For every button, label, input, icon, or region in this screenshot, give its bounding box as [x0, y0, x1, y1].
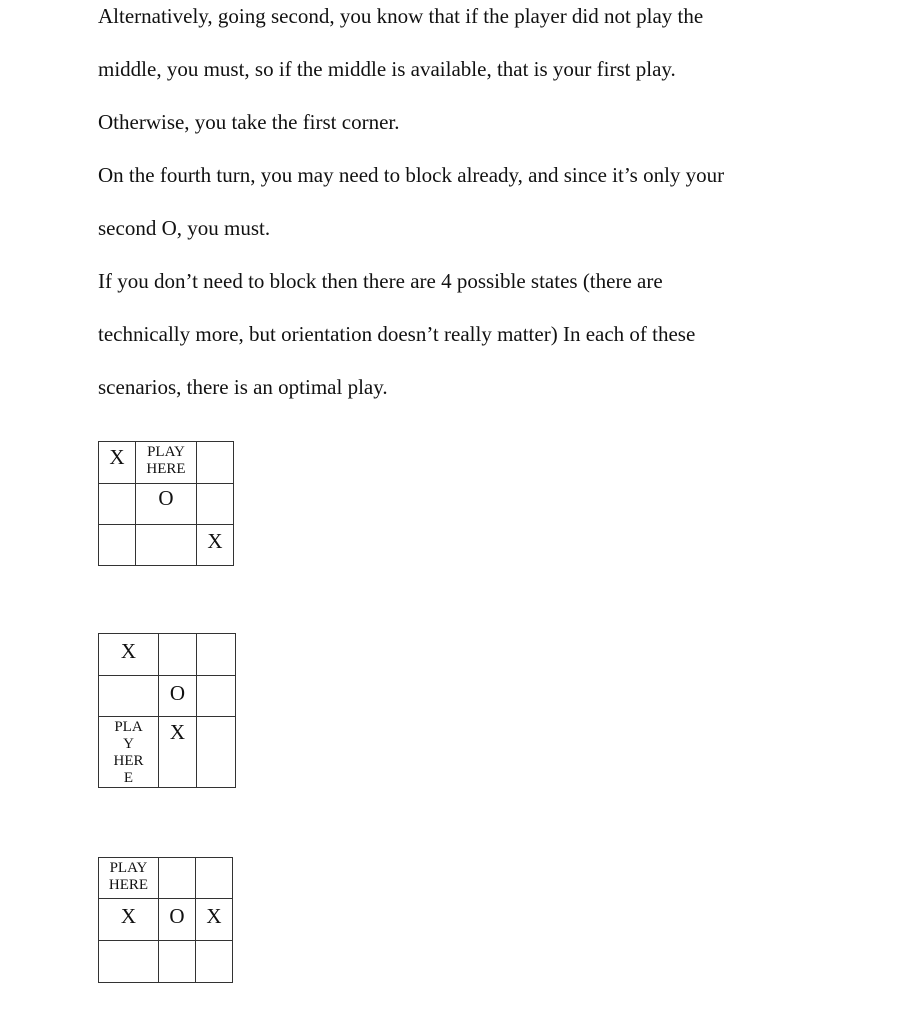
- board-cell: [99, 717, 159, 788]
- cell-text: [197, 484, 233, 487]
- cell-text: [197, 676, 235, 682]
- board-cell: [197, 484, 234, 525]
- cell-text: [197, 442, 233, 446]
- board-row: [99, 442, 234, 484]
- board-cell: [196, 941, 233, 983]
- board-cell: [99, 525, 136, 566]
- board-cell: [136, 442, 197, 484]
- cell-text: [136, 525, 196, 530]
- play-here-note: PLA Y HER E: [113, 719, 144, 786]
- cell-text: [99, 525, 135, 530]
- board-row: [99, 634, 236, 676]
- board-cell: [159, 899, 196, 941]
- cell-text: [197, 634, 235, 640]
- cell-text: [159, 941, 195, 950]
- board-cell: [99, 484, 136, 525]
- board-row: [99, 717, 236, 788]
- cell-text: X: [120, 639, 137, 663]
- tic-tac-toe-board-1: [98, 441, 234, 566]
- board-cell: [197, 442, 234, 484]
- board-cell: [197, 525, 234, 566]
- board-cell: [99, 941, 159, 983]
- board-cell: [159, 858, 196, 899]
- board-row: [99, 899, 233, 941]
- board-cell: [197, 676, 236, 717]
- cell-text: X: [120, 904, 137, 928]
- cell-text: X: [169, 720, 186, 744]
- cell-text: X: [109, 445, 125, 469]
- cell-text: [196, 858, 232, 867]
- board-cell: [159, 717, 197, 788]
- cell-text: X: [206, 904, 222, 928]
- board-cell: [99, 676, 159, 717]
- cell-text: [159, 634, 196, 640]
- board-row: [99, 941, 233, 983]
- board-cell: [99, 634, 159, 676]
- tic-tac-toe-board-3: [98, 857, 233, 983]
- board-cell: [99, 442, 136, 484]
- board-cell: [159, 634, 197, 676]
- cell-text: [99, 676, 158, 682]
- text-line: second O, you must.: [98, 216, 271, 240]
- cell-text: [196, 941, 232, 950]
- board-cell: [159, 676, 197, 717]
- board-row: [99, 676, 236, 717]
- cell-text: O: [169, 681, 186, 705]
- board-cell: [159, 941, 196, 983]
- cell-text: O: [158, 486, 174, 510]
- text-line: Otherwise, you take the first corner.: [98, 110, 400, 134]
- text-line: Alternatively, going second, you know that if the player did not play the: [98, 4, 704, 28]
- board-row: [99, 858, 233, 899]
- board-cell: [99, 899, 159, 941]
- text-line: middle, you must, so if the middle is available, that is your first play.: [98, 57, 676, 81]
- cell-text: O: [169, 904, 185, 928]
- text-line: On the fourth turn, you may need to block already, and since it’s only your: [98, 163, 725, 187]
- board-cell: [136, 484, 197, 525]
- board-row: [99, 525, 234, 566]
- board-cell: [197, 634, 236, 676]
- board-cell: [196, 899, 233, 941]
- cell-text: [99, 484, 135, 487]
- cell-text: [99, 941, 158, 950]
- board-cell: [99, 858, 159, 899]
- cell-text: X: [207, 529, 223, 553]
- text-line: scenarios, there is an optimal play.: [98, 375, 388, 399]
- board-row: [99, 484, 234, 525]
- text-line: If you don’t need to block then there are 4 possible states (there are: [98, 269, 663, 293]
- board-cell: [136, 525, 197, 566]
- board-cell: [197, 717, 236, 788]
- text-line: technically more, but orientation doesn’t really matter) In each of these: [98, 322, 696, 346]
- cell-text: [159, 858, 195, 867]
- cell-text: [197, 717, 235, 721]
- tic-tac-toe-board-2: [98, 633, 236, 788]
- play-here-note: PLAY HERE: [146, 444, 186, 477]
- play-here-note: PLAY HERE: [108, 860, 149, 893]
- board-cell: [196, 858, 233, 899]
